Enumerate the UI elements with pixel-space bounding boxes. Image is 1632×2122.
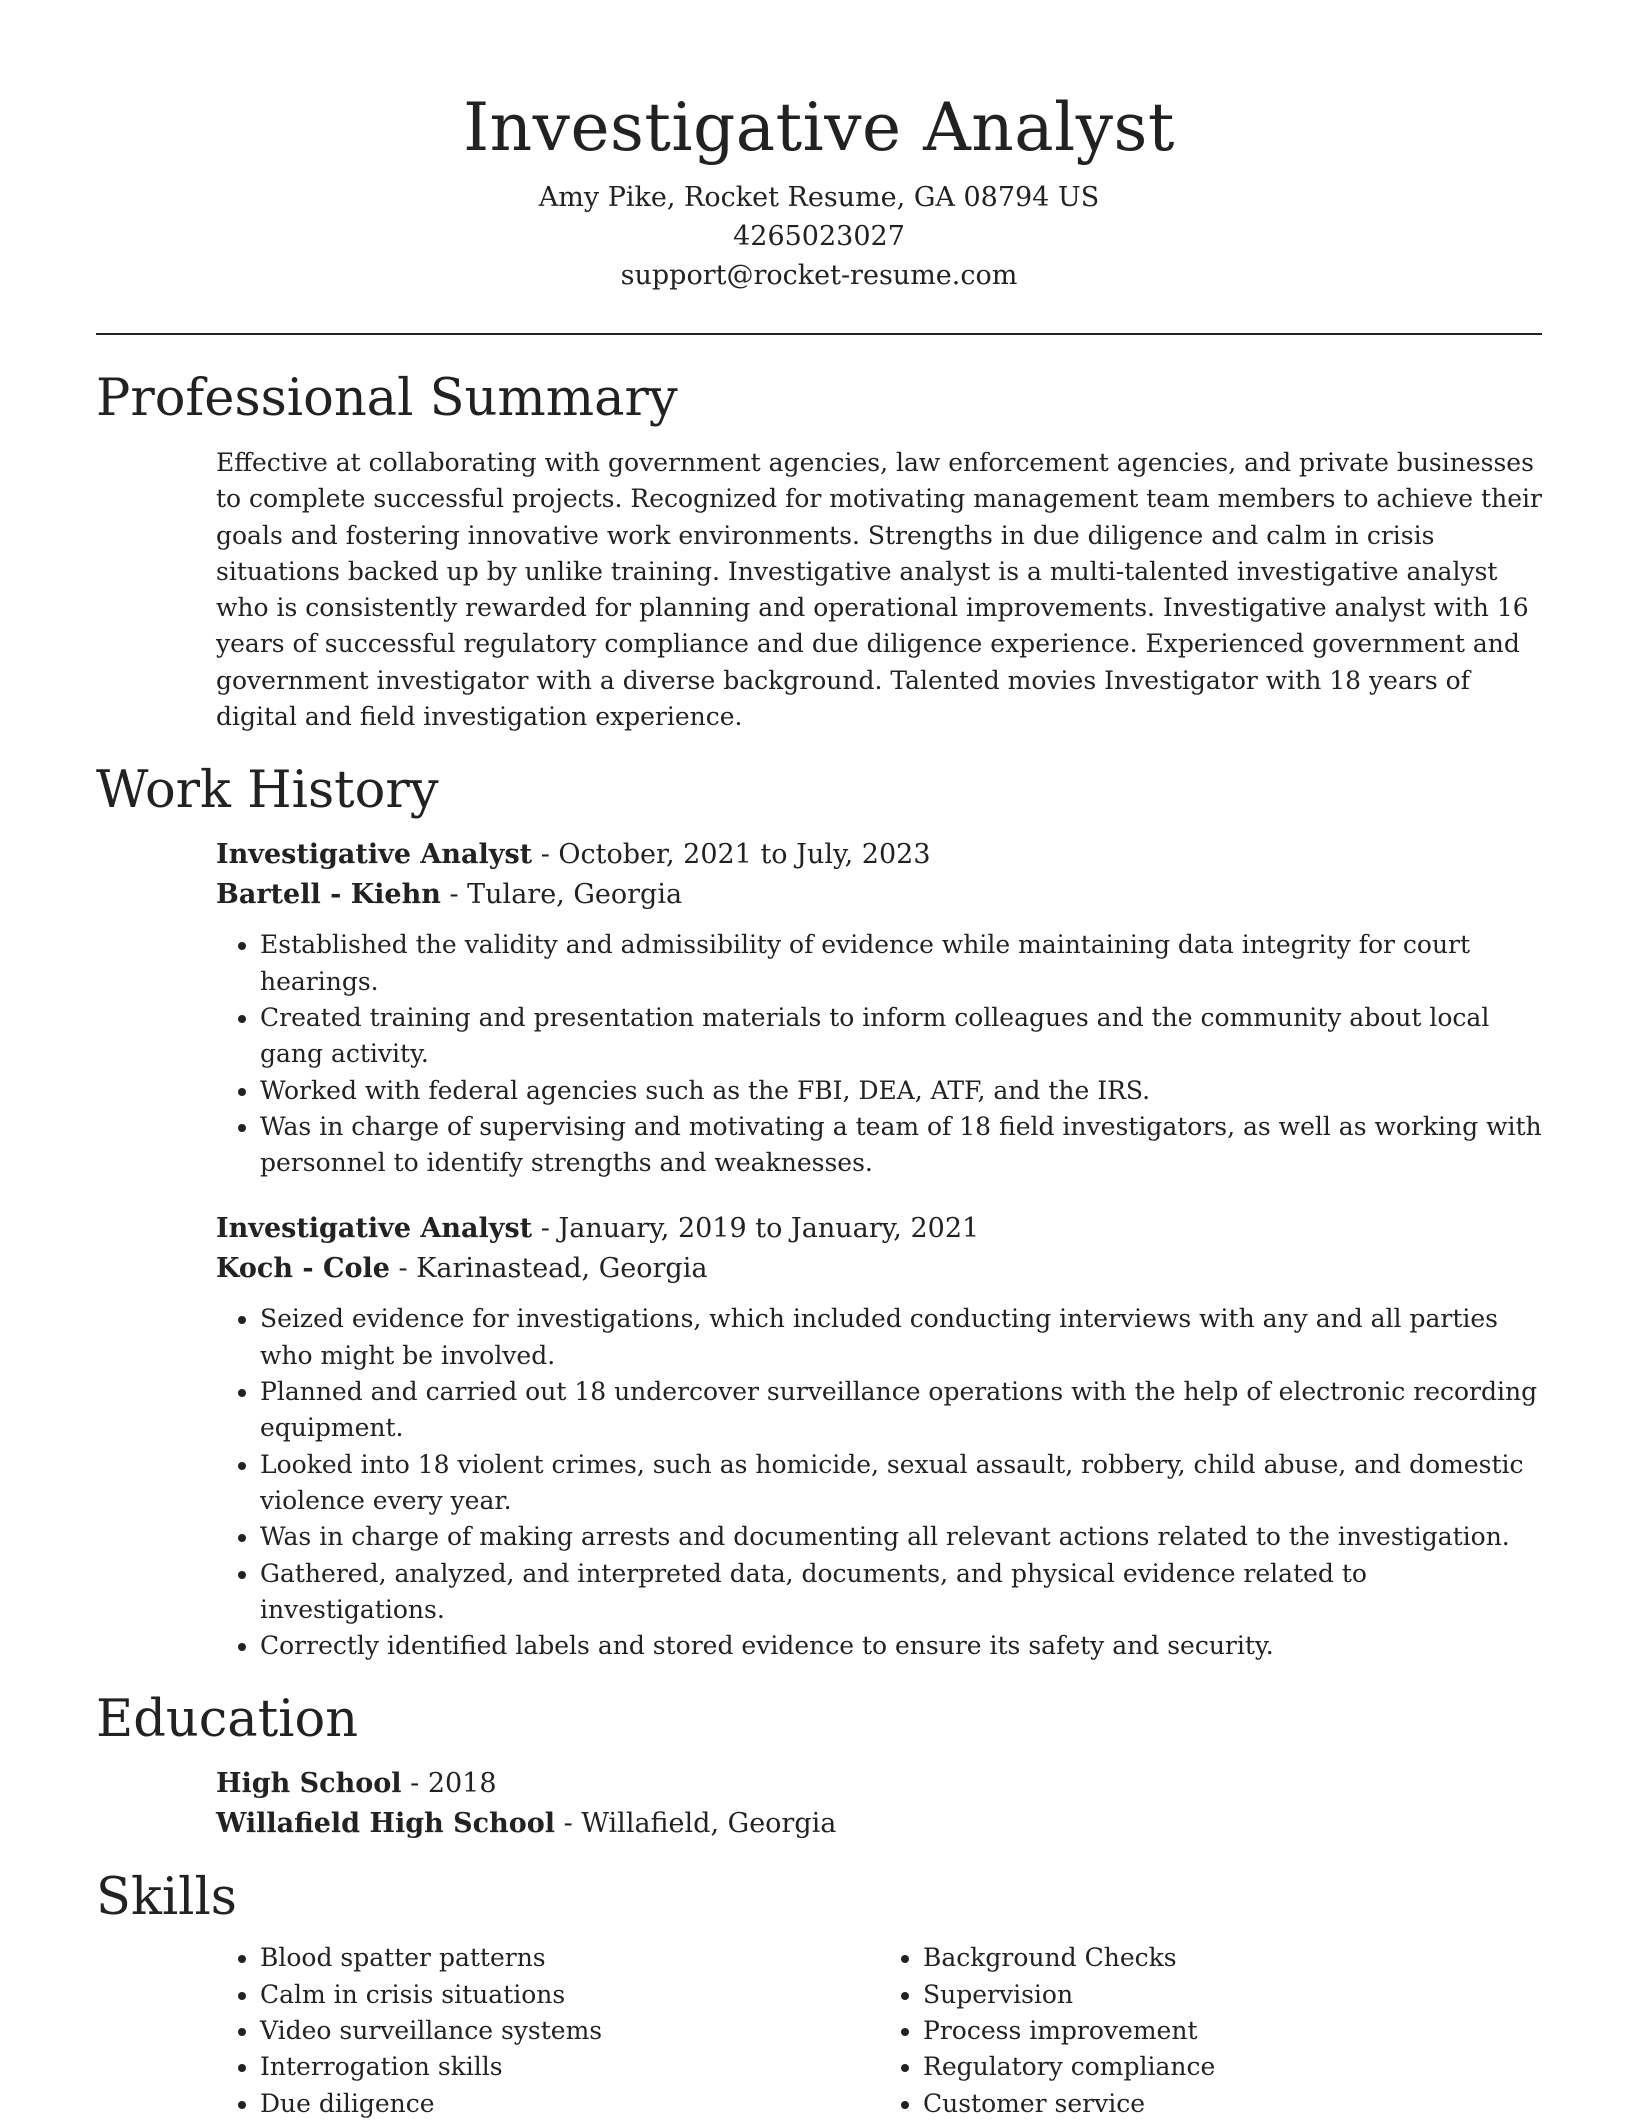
resume-page — [96, 0, 1542, 2122]
education-degree: High School — [216, 1768, 402, 1800]
job-bullets — [216, 1301, 1542, 1664]
job-employer-line — [216, 1249, 1542, 1289]
skill-item: • Background Checks — [923, 1940, 1542, 1976]
education-section — [96, 1690, 1542, 1844]
education-school: Willafield High School — [216, 1808, 555, 1840]
job-entry — [216, 835, 1542, 1181]
list-item: • Created training and presentation materials to inform colleagues and the community about local gang activity. — [260, 1000, 1542, 1073]
contact-block — [96, 178, 1542, 295]
work-heading: Work History — [96, 761, 439, 821]
job-location: - Tulare, Georgia — [440, 879, 683, 911]
resume-header — [96, 0, 1542, 295]
skills-heading: Skills — [96, 1868, 237, 1928]
job-title-line — [216, 835, 1542, 875]
header-divider — [96, 333, 1542, 335]
contact-phone: 4265023027 — [733, 221, 905, 252]
work-section — [96, 761, 1542, 1664]
education-location: - Willafield, Georgia — [554, 1808, 837, 1840]
list-item: • Was in charge of making arrests and documenting all relevant actions related to the investigation. — [260, 1519, 1542, 1555]
skill-item: • Calm in crisis situations — [260, 1977, 879, 2013]
skill-item: • Supervision — [923, 1977, 1542, 2013]
skill-item: • Regulatory compliance — [923, 2049, 1542, 2085]
list-item: • Established the validity and admissibility of evidence while maintaining data integrity for court hearings. — [260, 927, 1542, 1000]
contact-email: support@rocket-resume.com — [620, 260, 1018, 291]
education-degree-line — [216, 1764, 1542, 1804]
education-year: - 2018 — [401, 1768, 497, 1800]
list-item: • Was in charge of supervising and motivating a team of 18 field investigators, as well as working with personnel to identify strengths and weaknesses. — [260, 1109, 1542, 1182]
job-role: Investigative Analyst — [216, 1213, 533, 1245]
job-dates: - October, 2021 to July, 2023 — [532, 839, 931, 871]
skill-item: • Customer service — [923, 2086, 1542, 2122]
summary-text: Effective at collaborating with government agencies, law enforcement agencies, and private businesses to complete successful projects. Recognized for motivating management team members to achieve their goals and fostering innovative work environments. Strengths in due diligence and calm in crisis situations backed up by unlike training. Investigative analyst is a multi-talented investigative analyst who is consistently rewarded for planning and operational improvements. Investigative analyst with 16 years of successful regulatory compliance and due diligence experience. Experienced government and government investigator with a diverse background. Talented movies Investigator with 18 years of digital and field investigation experience. — [216, 448, 1542, 732]
skill-item: • Due diligence — [260, 2086, 879, 2122]
skills-column-right — [879, 1940, 1542, 2121]
education-heading: Education — [96, 1690, 359, 1750]
job-dates: - January, 2019 to January, 2021 — [532, 1213, 980, 1245]
skill-item: • Video surveillance systems — [260, 2013, 879, 2049]
job-entry — [216, 1209, 1542, 1664]
job-employer: Koch - Cole — [216, 1253, 390, 1285]
skill-item: • Process improvement — [923, 2013, 1542, 2049]
summary-heading: Professional Summary — [96, 369, 678, 428]
candidate-title: Investigative Analyst — [463, 89, 1175, 166]
list-item: • Planned and carried out 18 undercover surveillance operations with the help of electronic recording equipment. — [260, 1374, 1542, 1447]
skills-grid — [216, 1928, 1542, 2121]
job-employer-line — [216, 875, 1542, 915]
skill-item: • Blood spatter patterns — [260, 1940, 879, 1976]
contact-address: Amy Pike, Rocket Resume, GA 08794 US — [538, 182, 1100, 213]
list-item: • Gathered, analyzed, and interpreted data, documents, and physical evidence related to investigations. — [260, 1556, 1542, 1629]
list-item: • Looked into 18 violent crimes, such as homicide, sexual assault, robbery, child abuse, and domestic violence every year. — [260, 1447, 1542, 1520]
job-title-line — [216, 1209, 1542, 1249]
skill-item: • Interrogation skills — [260, 2049, 879, 2085]
list-item: • Worked with federal agencies such as the FBI, DEA, ATF, and the IRS. — [260, 1073, 1542, 1109]
job-bullets — [216, 927, 1542, 1181]
education-school-line — [216, 1804, 1542, 1844]
job-location: - Karinastead, Georgia — [389, 1253, 708, 1285]
skills-section — [96, 1868, 1542, 2121]
list-item: • Correctly identified labels and stored evidence to ensure its safety and security. — [260, 1628, 1542, 1664]
job-employer: Bartell - Kiehn — [216, 879, 441, 911]
job-role: Investigative Analyst — [216, 839, 533, 871]
summary-section — [96, 369, 1542, 735]
list-item: • Seized evidence for investigations, which included conducting interviews with any and all parties who might be involved. — [260, 1301, 1542, 1374]
skills-column-left — [216, 1940, 879, 2121]
